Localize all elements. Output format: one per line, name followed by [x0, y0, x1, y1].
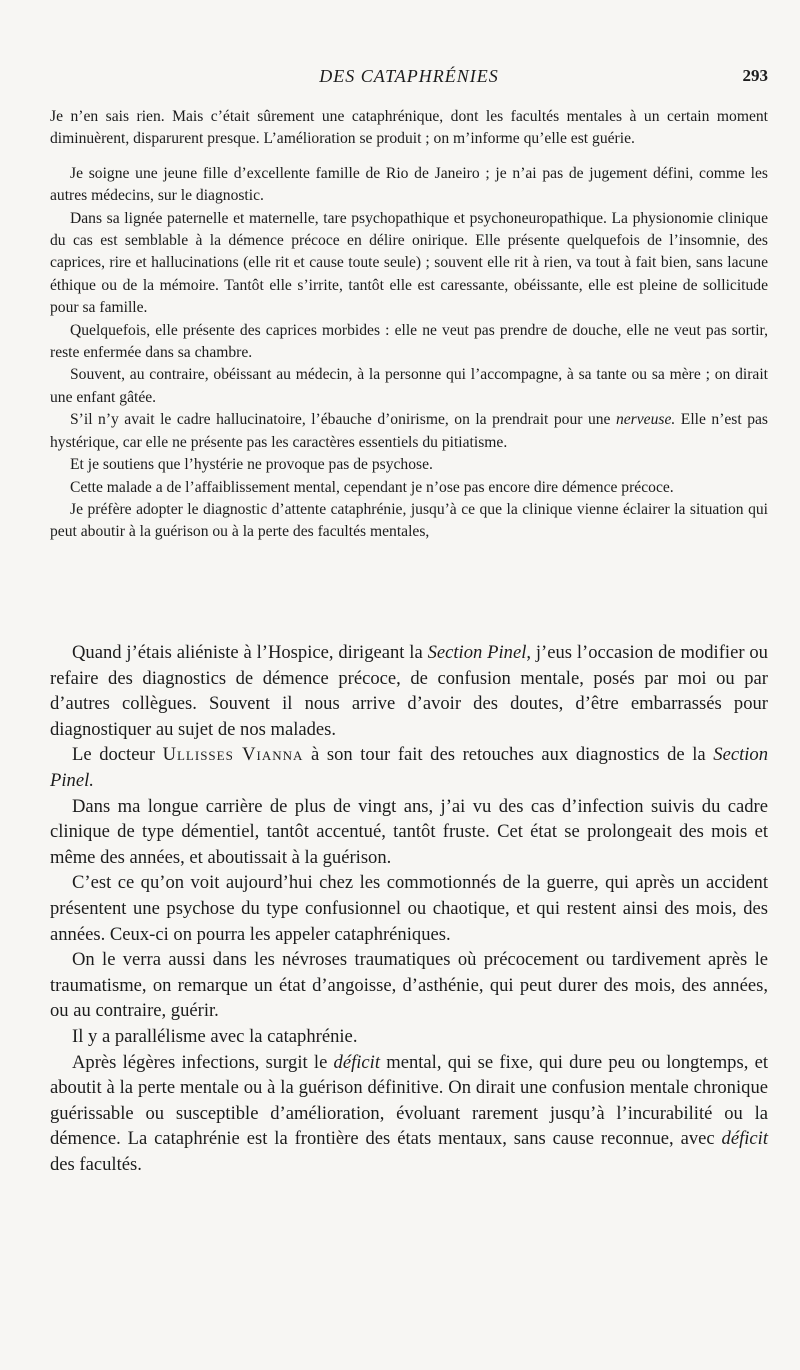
text-run: Quand j’étais aliéniste à l’Hospice, dirigeant la	[72, 642, 428, 663]
paragraph: On le verra aussi dans les névroses traumatiques où précocement ou tardivement après le traumatisme, on remarque un état d’angoisse, d’asthénie, qui peut durer des mois, des années, ou au contraire, guérir.	[50, 949, 768, 1022]
page-number: 293	[742, 66, 768, 85]
emphasis: déficit	[333, 1051, 381, 1073]
emphasis: nerveuse.	[615, 411, 676, 429]
text-run: Après légères infections, surgit le	[72, 1051, 334, 1073]
text-run: S’il n’y avait le cadre hallucinatoire, l’ébauche d’onirisme, on la prendrait pour une	[70, 411, 616, 429]
paragraph: Je préfère adopter le diagnostic d’attente cataphrénie, jusqu’à ce que la clinique vienne éclairer la situation qui peut aboutir à la guérison ou à la perte des facultés mentales,	[50, 500, 768, 541]
paragraph	[50, 742, 768, 793]
small-text-block	[50, 106, 768, 544]
paragraph: Il y a parallélisme avec la cataphrénie.	[72, 1025, 358, 1047]
paragraph: C’est ce qu’on voit aujourd’hui chez les commotionnés de la guerre, qui après un accident présentent une psychose du type confusionnel ou chaotique, et qui restent ainsi des mois, des années. Ceux-ci on pourra les appeler cataphréniques.	[50, 872, 768, 945]
text-run: à son tour fait des retouches aux diagnostics de la	[303, 744, 714, 766]
emphasis: Section Pinel.	[50, 744, 768, 791]
paragraph: Dans ma longue carrière de plus de vingt ans, j’ai vu des cas d’infection suivis du cadre clinique de type démentiel, tantôt accentué, tantôt fruste. Cet état se prolongeait des mois et même des années, et aboutissait à la guérison.	[50, 795, 768, 868]
paragraph: Dans sa lignée paternelle et maternelle, tare psychopathique et psychoneuropathique. La physionomie clinique du cas est semblable à la démence précoce en délire onirique. Elle présente quelquefois de l’insomnie, des caprices, rire et hallucinations (elle rit et cause toute seule) ; souvent elle rit à rien, va tout à fait bien, sans lacune éthique ou de la mémoire. Tantôt elle s’irrite, tantôt elle est caressante, obéissante, elle est pleine de sollicitude pour sa famille.	[50, 209, 768, 317]
paragraph: Et je soutiens que l’hystérie ne provoque pas de psychose.	[70, 456, 433, 474]
paragraph	[50, 409, 768, 454]
page-header	[50, 66, 768, 90]
paragraph	[50, 1050, 768, 1178]
paragraph: Je n’en sais rien. Mais c’était sûrement une cataphrénique, dont les facultés mentales à un certain moment diminuèrent, disparurent presque. L’amélioration se produit ; on m’informe qu’elle est guérie.	[50, 108, 768, 148]
running-title: DES CATAPHRÉNIES	[319, 66, 499, 86]
text-run: des facultés.	[50, 1153, 142, 1175]
large-text-block	[50, 640, 768, 1177]
emphasis: déficit	[721, 1128, 768, 1150]
text-run: , j’eus l’occasion de modifier ou refaire des diagnostics de démence précoce, de confusion mentale, posés par moi ou par d’autres collègues. Souvent il nous arrive d’avoir des doutes, d’être embarrassés pour diagnostiquer au sujet de nos malades.	[50, 642, 768, 740]
text-run: mental, qui se fixe, qui dure peu ou longtemps, et aboutit à la perte mentale ou à la guérison définitive. On dirait une confusion mentale chronique guérissable ou susceptible d’amélioration, évoluant rarement jusqu’à l’incurabilité ou la démence. La cataphrénie est la frontière des états mentaux, sans cause reconnue, avec	[50, 1051, 769, 1150]
author-name: Ullisses Vianna	[162, 744, 304, 766]
paragraph: Cette malade a de l’affaiblissement mental, cependant je n’ose pas encore dire démence précoce.	[70, 478, 674, 496]
paragraph	[50, 640, 768, 742]
emphasis: Section Pinel	[427, 642, 527, 663]
paragraph: Je soigne une jeune fille d’excellente famille de Rio de Janeiro ; je n’ai pas de jugement défini, comme les autres médecins, sur le diagnostic.	[50, 164, 768, 205]
text-run: Elle n’est pas hystérique, car elle ne présente pas les caractères essentiels du pitiatisme.	[50, 411, 768, 451]
text-run: Le docteur	[72, 744, 163, 766]
paragraph: Quelquefois, elle présente des caprices morbides : elle ne veut pas prendre de douche, elle ne veut pas sortir, reste enfermée dans sa chambre.	[50, 321, 768, 362]
paragraph: Souvent, au contraire, obéissant au médecin, à la personne qui l’accompagne, à sa tante ou sa mère ; on dirait une enfant gâtée.	[50, 366, 768, 406]
